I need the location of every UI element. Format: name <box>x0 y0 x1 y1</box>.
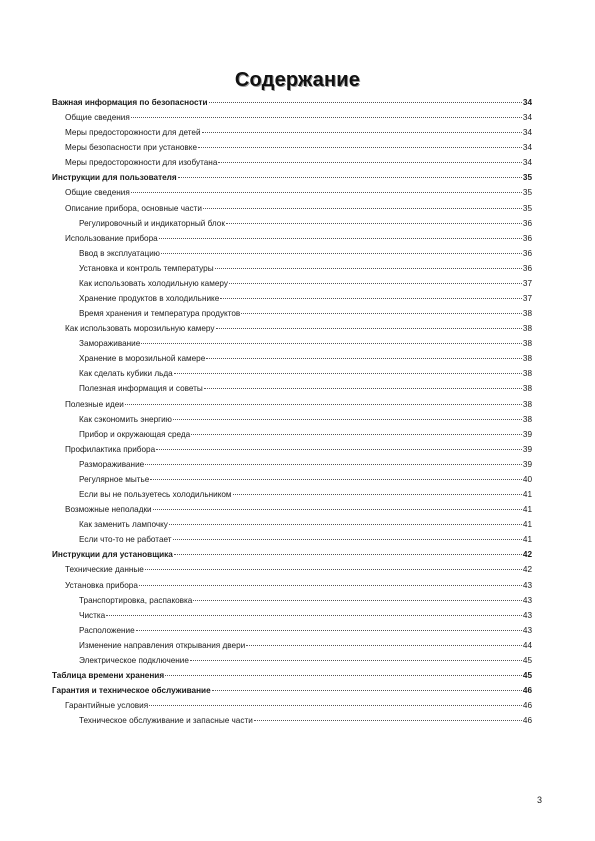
toc-entry[interactable] <box>52 608 532 623</box>
toc-entry-title: Инструкции для установщика <box>52 550 173 560</box>
toc-entry-title: Ввод в эксплуатацию <box>79 248 160 258</box>
toc-entry-title: Важная информация по безопасности <box>52 98 208 107</box>
toc-entry-title: Установка и контроль температуры <box>79 263 214 273</box>
toc-entry-page: 44 <box>522 640 532 650</box>
toc-entry-page: 46 <box>522 716 532 726</box>
toc-entry-title: Описание прибора, основные части <box>65 203 202 213</box>
dot-leader <box>125 403 522 405</box>
dot-leader <box>206 357 522 359</box>
toc-entry-title: Расположение <box>79 625 135 635</box>
toc-entry-title: Меры предосторожности для детей <box>65 128 201 138</box>
toc-entry[interactable] <box>52 427 532 442</box>
toc-entry-title: Полезные идеи <box>65 399 124 409</box>
toc-entry-title: Как сэкономить энергию <box>79 414 172 424</box>
toc-entry[interactable] <box>52 638 532 653</box>
dot-leader <box>174 372 522 374</box>
dot-leader <box>173 418 522 420</box>
toc-entry[interactable] <box>52 140 532 155</box>
dot-leader <box>149 704 522 706</box>
dot-leader <box>190 659 522 661</box>
toc-entry-page: 38 <box>522 354 532 364</box>
toc-entry[interactable] <box>52 442 532 457</box>
toc-entry-page: 41 <box>522 505 532 515</box>
toc-entry[interactable] <box>52 306 532 321</box>
toc-entry-page: 45 <box>522 670 532 680</box>
table-of-contents <box>52 95 532 728</box>
dot-leader <box>246 644 522 646</box>
toc-entry-page: 35 <box>522 173 532 183</box>
dot-leader <box>139 584 522 586</box>
dot-leader <box>145 568 522 570</box>
toc-entry-title: Регулярное мытье <box>79 474 150 484</box>
toc-entry-title: Время хранения и температура продуктов <box>79 309 241 319</box>
toc-entry[interactable] <box>52 397 532 412</box>
toc-entry-page: 34 <box>522 98 532 107</box>
toc-entry-title: Гарантийные условия <box>65 701 149 711</box>
toc-entry-title: Замораживание <box>79 339 141 349</box>
toc-entry-title: Чистка <box>79 610 106 620</box>
dot-leader <box>241 312 522 314</box>
toc-entry[interactable] <box>52 713 532 728</box>
dot-leader <box>153 508 522 510</box>
dot-leader <box>145 463 522 465</box>
toc-entry-title: Меры безопасности при установке <box>65 143 198 153</box>
toc-entry-title: Общие сведения <box>65 113 130 123</box>
dot-leader <box>161 252 522 254</box>
dot-leader <box>215 267 522 269</box>
toc-entry-page: 36 <box>522 233 532 243</box>
toc-entry-page: 45 <box>522 655 532 665</box>
toc-entry-page: 42 <box>522 565 532 575</box>
toc-entry-title: Размораживание <box>79 459 145 469</box>
toc-entry-title: Инструкции для пользователя <box>52 173 177 183</box>
dot-leader <box>178 176 522 178</box>
toc-entry[interactable] <box>52 321 532 336</box>
toc-entry-page: 34 <box>522 143 532 153</box>
dot-leader <box>159 237 522 239</box>
toc-entry-page: 38 <box>522 324 532 334</box>
toc-entry-page: 35 <box>522 188 532 198</box>
toc-entry-page: 38 <box>522 339 532 349</box>
toc-entry[interactable] <box>52 155 532 170</box>
dot-leader <box>173 538 522 540</box>
dot-leader <box>193 599 522 601</box>
toc-entry-page: 40 <box>522 474 532 484</box>
toc-entry[interactable] <box>52 261 532 276</box>
toc-entry[interactable] <box>52 125 532 140</box>
toc-entry-page: 41 <box>522 535 532 545</box>
toc-entry-title: Техническое обслуживание и запасные части <box>79 716 253 726</box>
toc-entry-page: 43 <box>522 580 532 590</box>
toc-entry-page: 43 <box>522 625 532 635</box>
toc-entry-title: Электрическое подключение <box>79 655 189 665</box>
toc-entry-title: Как заменить лампочку <box>79 520 168 530</box>
toc-entry-page: 36 <box>522 263 532 273</box>
toc-entry-page: 41 <box>522 520 532 530</box>
dot-leader <box>226 222 522 224</box>
toc-entry[interactable] <box>52 110 532 125</box>
toc-entry-page: 46 <box>522 686 532 696</box>
toc-entry[interactable] <box>52 623 532 638</box>
dot-leader <box>165 674 522 676</box>
toc-entry-title: Меры предосторожности для изобутана <box>65 158 218 168</box>
toc-entry[interactable] <box>52 532 532 547</box>
toc-entry-title: Использование прибора <box>65 233 158 243</box>
toc-entry-page: 34 <box>522 128 532 138</box>
dot-leader <box>212 689 522 691</box>
toc-entry[interactable] <box>52 457 532 472</box>
toc-entry[interactable] <box>52 185 532 200</box>
dot-leader <box>254 719 522 721</box>
toc-entry-title: Профилактика прибора <box>65 444 156 454</box>
toc-section[interactable] <box>52 95 532 110</box>
toc-entry[interactable] <box>52 276 532 291</box>
toc-entry[interactable] <box>52 381 532 396</box>
toc-entry[interactable] <box>52 472 532 487</box>
toc-entry-title: Гарантия и техническое обслуживание <box>52 686 211 696</box>
dot-leader <box>150 478 522 480</box>
toc-entry-title: Изменение направления открывания двери <box>79 640 246 650</box>
toc-entry-page: 37 <box>522 294 532 304</box>
toc-entry-page: 38 <box>522 309 532 319</box>
toc-entry-page: 36 <box>522 248 532 258</box>
toc-entry-page: 46 <box>522 701 532 711</box>
dot-leader <box>233 493 522 495</box>
dot-leader <box>131 191 522 193</box>
toc-entry-title: Как использовать холодильную камеру <box>79 278 228 288</box>
dot-leader <box>209 101 522 103</box>
toc-entry-page: 38 <box>522 414 532 424</box>
toc-entry[interactable] <box>52 487 532 502</box>
toc-entry-title: Если что-то не работает <box>79 535 172 545</box>
toc-entry[interactable] <box>52 336 532 351</box>
dot-leader <box>198 146 522 148</box>
toc-entry-title: Хранение продуктов в холодильнике <box>79 294 220 304</box>
toc-section[interactable] <box>52 547 532 562</box>
dot-leader <box>204 387 522 389</box>
toc-entry-page: 36 <box>522 218 532 228</box>
toc-entry-title: Прибор и окружающая среда <box>79 429 191 439</box>
toc-entry[interactable] <box>52 231 532 246</box>
dot-leader <box>174 553 522 555</box>
toc-entry-title: Как использовать морозильную камеру <box>65 324 215 334</box>
toc-entry-title: Как сделать кубики льда <box>79 369 173 379</box>
toc-entry[interactable] <box>52 291 532 306</box>
dot-leader <box>156 448 522 450</box>
dot-leader <box>141 342 522 344</box>
dot-leader <box>136 629 522 631</box>
toc-entry-page: 34 <box>522 158 532 168</box>
toc-entry-title: Если вы не пользуетесь холодильником <box>79 490 232 500</box>
toc-entry-page: 43 <box>522 610 532 620</box>
dot-leader <box>218 161 522 163</box>
page-title: Содержание <box>234 69 361 92</box>
toc-entry[interactable] <box>52 366 532 381</box>
dot-leader <box>202 131 522 133</box>
dot-leader <box>229 282 522 284</box>
toc-entry-title: Регулировочный и индикаторный блок <box>79 218 225 228</box>
dot-leader <box>169 523 522 525</box>
toc-entry-title: Таблица времени хранения <box>52 670 165 680</box>
toc-section[interactable] <box>52 668 532 683</box>
toc-entry[interactable] <box>52 502 532 517</box>
dot-leader <box>220 297 522 299</box>
toc-entry-page: 39 <box>522 429 532 439</box>
toc-entry-page: 42 <box>522 550 532 560</box>
toc-entry-page: 35 <box>522 203 532 213</box>
toc-entry-page: 34 <box>522 113 532 123</box>
toc-section[interactable] <box>52 683 532 698</box>
toc-entry-page: 38 <box>522 384 532 394</box>
toc-entry[interactable] <box>52 698 532 713</box>
toc-entry[interactable] <box>52 562 532 577</box>
toc-entry-title: Возможные неполадки <box>65 505 152 515</box>
toc-entry[interactable] <box>52 517 532 532</box>
toc-entry[interactable] <box>52 351 532 366</box>
dot-leader <box>131 116 522 118</box>
toc-entry-page: 39 <box>522 459 532 469</box>
toc-entry[interactable] <box>52 216 532 231</box>
toc-entry-page: 39 <box>522 444 532 454</box>
toc-entry[interactable] <box>52 412 532 427</box>
toc-entry-title: Хранение в морозильной камере <box>79 354 206 364</box>
dot-leader <box>191 433 522 435</box>
toc-entry-title: Общие сведения <box>65 188 130 198</box>
toc-entry-page: 38 <box>522 369 532 379</box>
toc-entry[interactable] <box>52 653 532 668</box>
toc-entry-page: 43 <box>522 595 532 605</box>
toc-entry-title: Полезная информация и советы <box>79 384 203 394</box>
dot-leader <box>216 327 522 329</box>
toc-entry-page: 38 <box>522 399 532 409</box>
toc-entry-title: Транспортировка, распаковка <box>79 595 193 605</box>
toc-entry[interactable] <box>52 578 532 593</box>
toc-entry-title: Технические данные <box>65 565 144 575</box>
toc-entry-page: 41 <box>522 490 532 500</box>
toc-section[interactable] <box>52 170 532 185</box>
dot-leader <box>203 207 522 209</box>
toc-entry-title: Установка прибора <box>65 580 138 590</box>
page-number: 3 <box>536 795 542 805</box>
toc-entry-page: 37 <box>522 278 532 288</box>
toc-entry[interactable] <box>52 246 532 261</box>
toc-entry[interactable] <box>52 593 532 608</box>
dot-leader <box>106 614 522 616</box>
toc-entry[interactable] <box>52 201 532 216</box>
